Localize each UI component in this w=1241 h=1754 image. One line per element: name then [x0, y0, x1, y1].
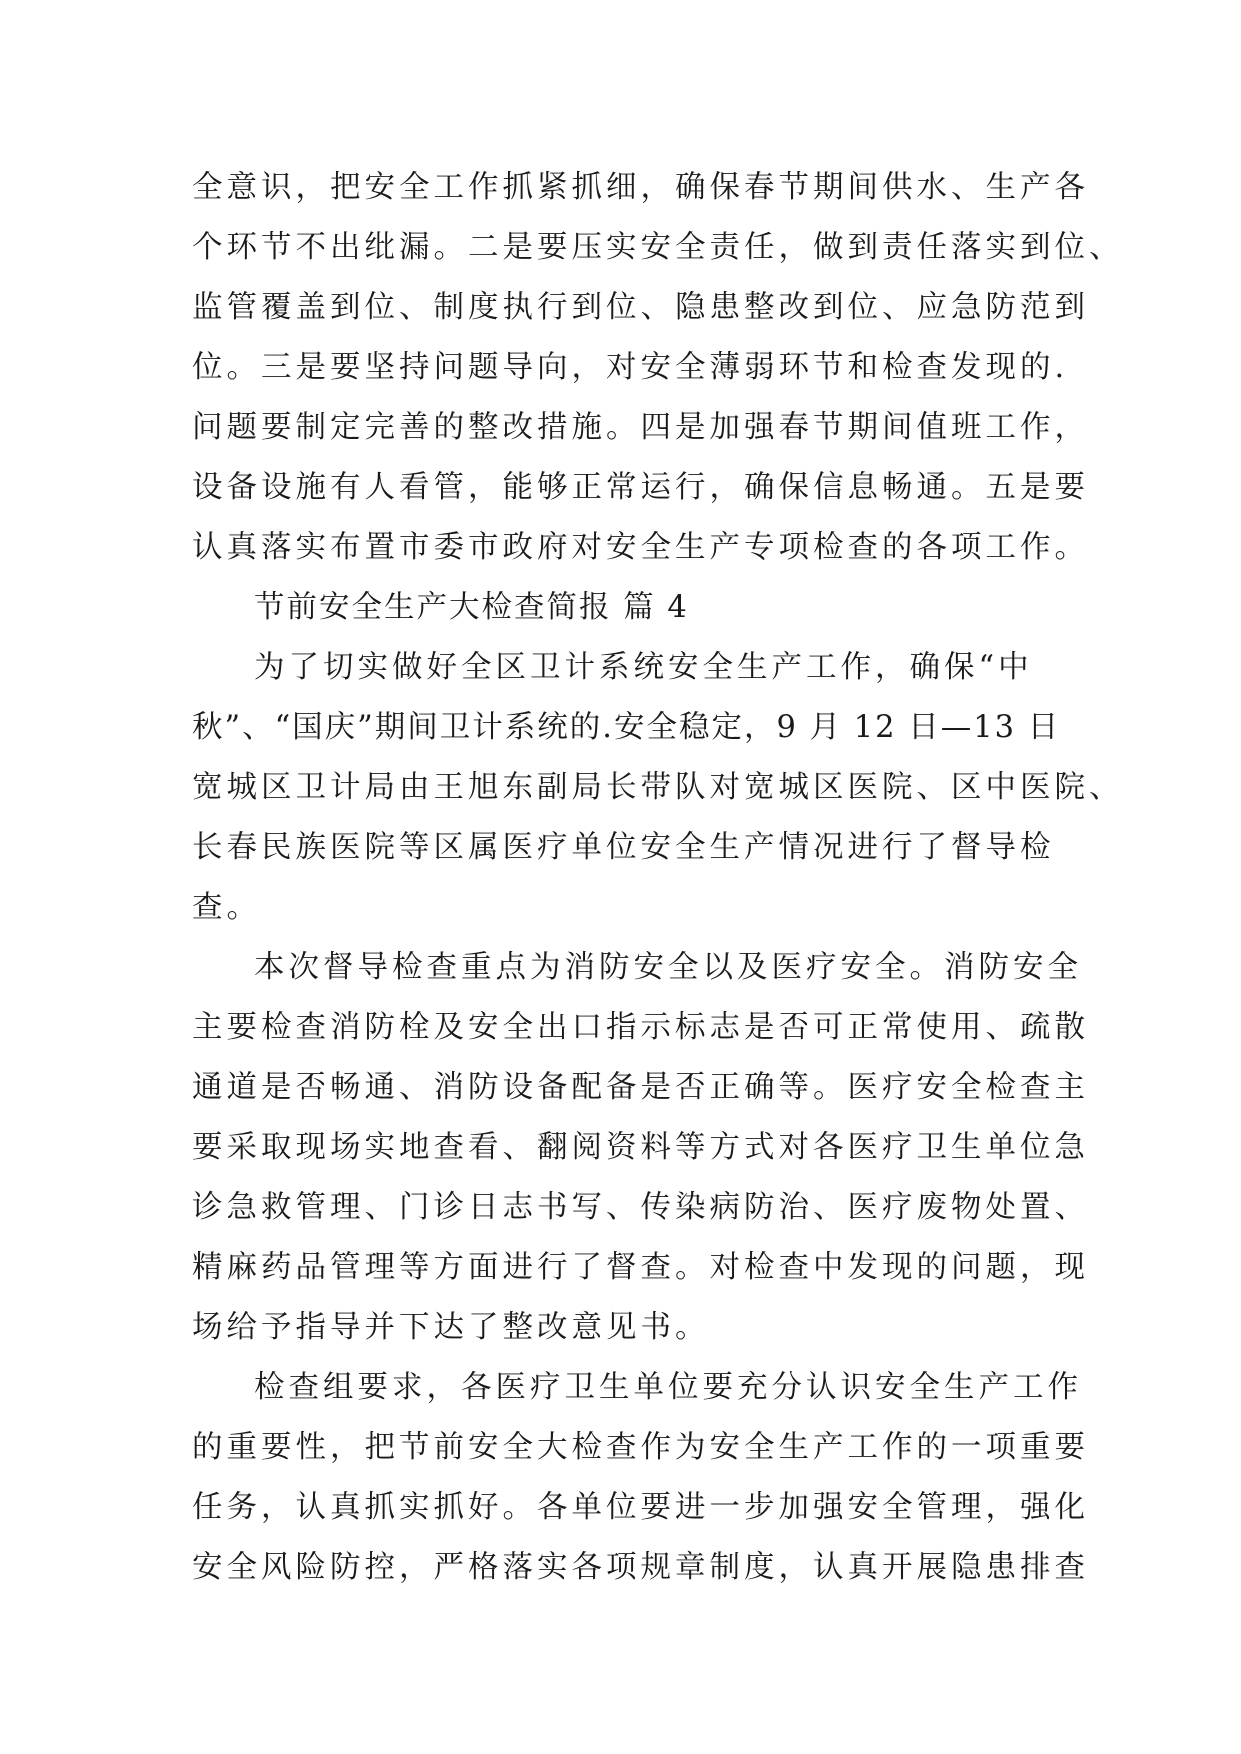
text-line: 通道是否畅通、消防设备配备是否正确等。医疗安全检查主 — [192, 1070, 1089, 1105]
text-line: 宽城区卫计局由王旭东副局长带队对宽城区医院、区中医院、 — [192, 770, 1124, 805]
text-line: 诊急救管理、门诊日志书写、传染病防治、医疗废物处置、 — [192, 1190, 1089, 1225]
text-line: 任务，认真抓实抓好。各单位要进一步加强安全管理，强化 — [192, 1490, 1089, 1525]
text-line: 为了切实做好全区卫计系统安全生产工作，确保“中 — [254, 650, 1033, 685]
text-line: 位。三是要坚持问题导向，对安全薄弱环节和检查发现的. — [192, 350, 1069, 385]
text-line: 精麻药品管理等方面进行了督查。对检查中发现的问题，现 — [192, 1250, 1089, 1285]
text-line: 问题要制定完善的整改措施。四是加强春节期间值班工作， — [192, 410, 1089, 445]
text-line: 设备设施有人看管，能够正常运行，确保信息畅通。五是要 — [192, 470, 1089, 505]
text-line: 本次督导检查重点为消防安全以及医疗安全。消防安全 — [254, 950, 1082, 985]
text-line: 安全风险防控，严格落实各项规章制度，认真开展隐患排查 — [192, 1550, 1089, 1585]
section-heading: 节前安全生产大检查简报 篇 4 — [254, 590, 689, 625]
text-line: 认真落实布置市委市政府对安全生产专项检查的各项工作。 — [192, 530, 1089, 565]
text-line: 查。 — [192, 890, 261, 925]
text-line: 全意识，把安全工作抓紧抓细，确保春节期间供水、生产各 — [192, 170, 1089, 205]
text-line: 的重要性，把节前安全大检查作为安全生产工作的一项重要 — [192, 1430, 1089, 1465]
text-line: 要采取现场实地查看、翻阅资料等方式对各医疗卫生单位急 — [192, 1130, 1089, 1165]
text-line: 个环节不出纰漏。二是要压实安全责任，做到责任落实到位、 — [192, 230, 1124, 265]
text-line: 秋”、“国庆”期间卫计系统的.安全稳定，9 月 12 日—13 日 — [192, 710, 1061, 745]
text-line: 场给予指导并下达了整改意见书。 — [192, 1310, 710, 1345]
text-line: 长春民族医院等区属医疗单位安全生产情况进行了督导检 — [192, 830, 1055, 865]
text-line: 监管覆盖到位、制度执行到位、隐患整改到位、应急防范到 — [192, 290, 1089, 325]
text-line: 主要检查消防栓及安全出口指示标志是否可正常使用、疏散 — [192, 1010, 1089, 1045]
text-line: 检查组要求，各医疗卫生单位要充分认识安全生产工作 — [254, 1370, 1082, 1405]
